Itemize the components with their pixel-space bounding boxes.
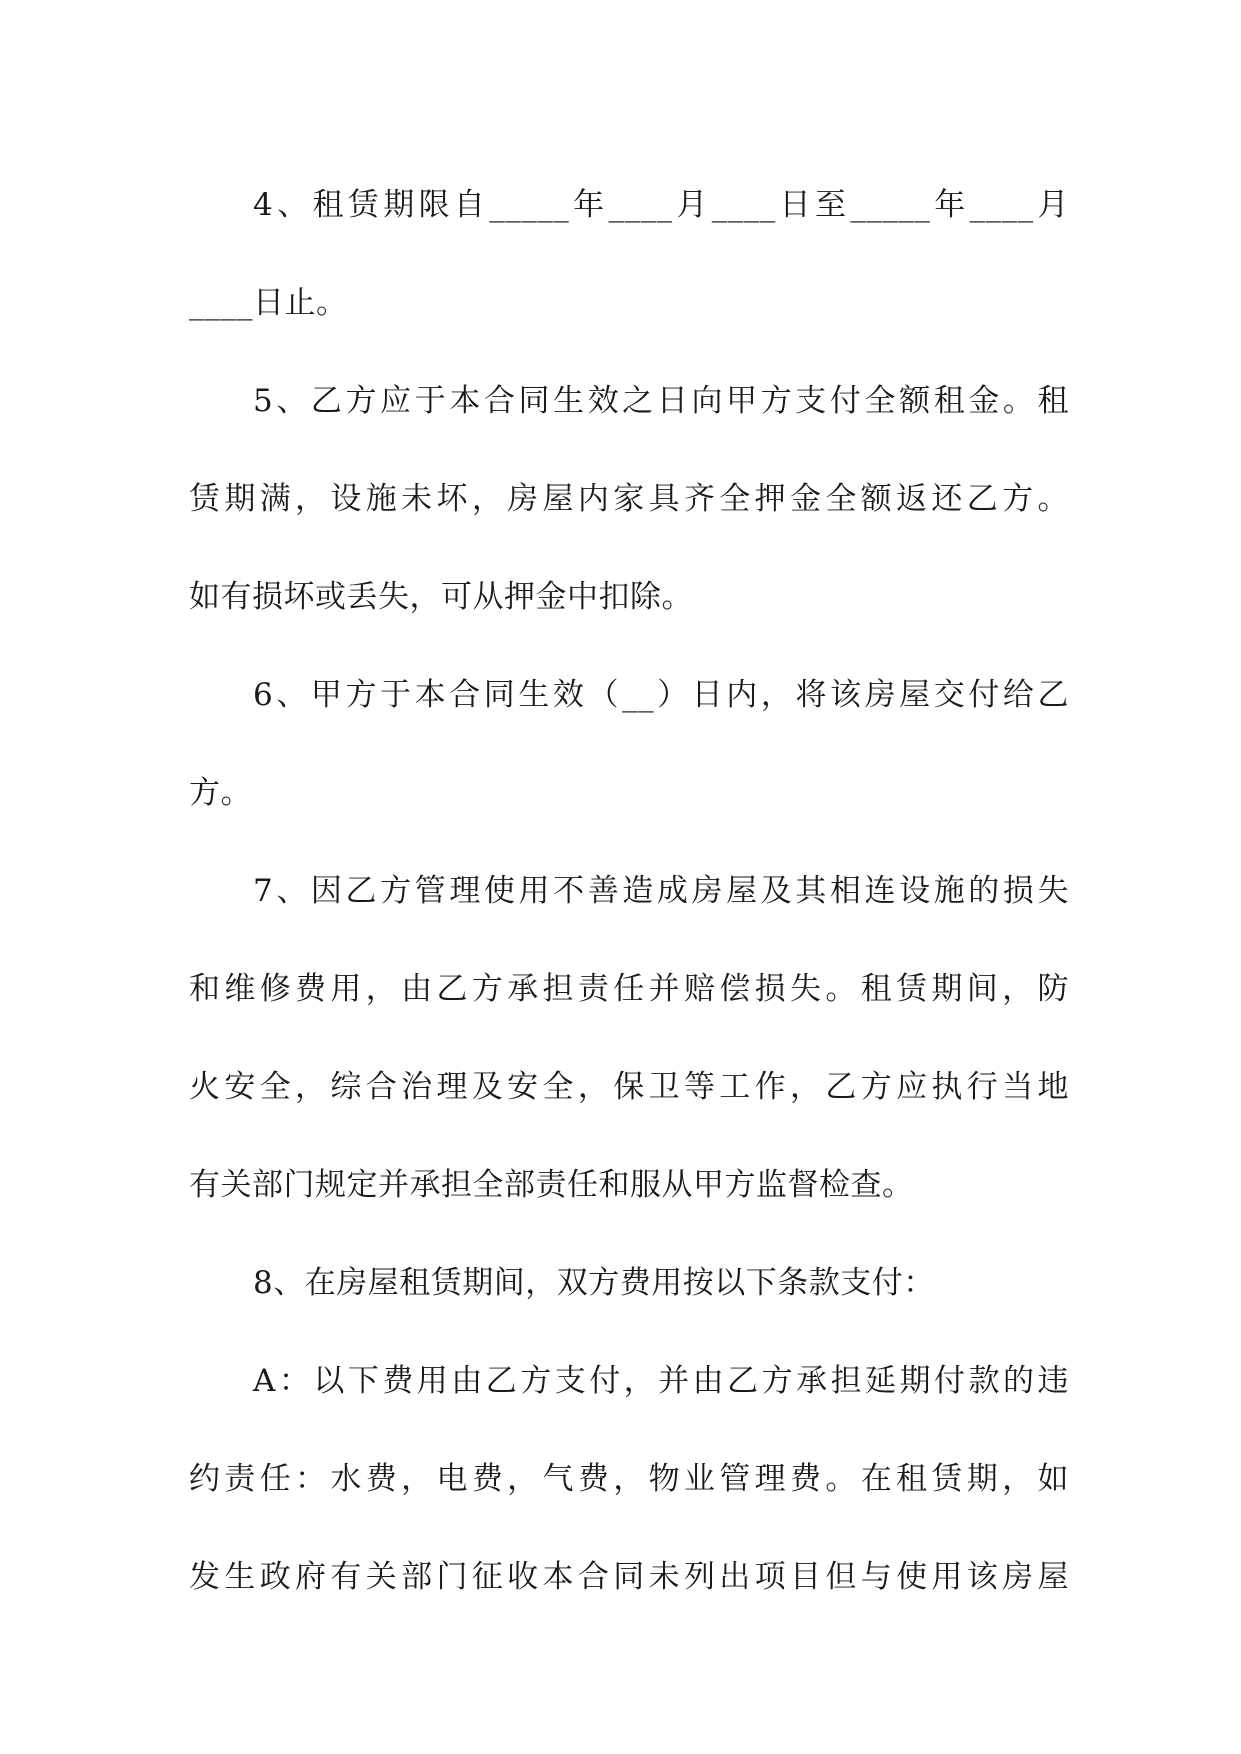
clause-8-line-1: 8、在房屋租赁期间，双方费用按以下条款支付： bbox=[253, 1265, 935, 1301]
clause-8a-line-1: A：以下费用由乙方支付，并由乙方承担延期付款的违 bbox=[253, 1363, 1069, 1399]
clause-5-line-2: 赁期满，设施未坏，房屋内家具齐全押金全额返还乙方。 bbox=[189, 481, 1069, 517]
contract-body bbox=[189, 156, 1069, 1626]
clause-8a-line-3: 发生政府有关部门征收本合同未列出项目但与使用该房屋 bbox=[189, 1559, 1069, 1595]
clause-6-line-2: 方。 bbox=[189, 775, 252, 811]
clause-6-line-1: 6、甲方于本合同生效（__）日内，将该房屋交付给乙 bbox=[253, 677, 1069, 713]
clause-7-line-2: 和维修费用，由乙方承担责任并赔偿损失。租赁期间，防 bbox=[189, 971, 1069, 1007]
clause-5-line-1: 5、乙方应于本合同生效之日向甲方支付全额租金。租 bbox=[253, 383, 1069, 419]
clause-7-line-3: 火安全，综合治理及安全，保卫等工作，乙方应执行当地 bbox=[189, 1069, 1069, 1105]
clause-4-line-1: 4、租赁期限自_____年____月____日至_____年____月 bbox=[253, 187, 1069, 223]
clause-7-line-1: 7、因乙方管理使用不善造成房屋及其相连设施的损失 bbox=[253, 873, 1069, 909]
clause-5-line-3: 如有损坏或丢失，可从押金中扣除。 bbox=[189, 579, 693, 615]
clause-7-line-4: 有关部门规定并承担全部责任和服从甲方监督检查。 bbox=[189, 1167, 914, 1203]
clause-8a-line-2: 约责任：水费，电费，气费，物业管理费。在租赁期，如 bbox=[189, 1461, 1069, 1497]
clause-4-line-2: ____日止。 bbox=[189, 285, 348, 321]
